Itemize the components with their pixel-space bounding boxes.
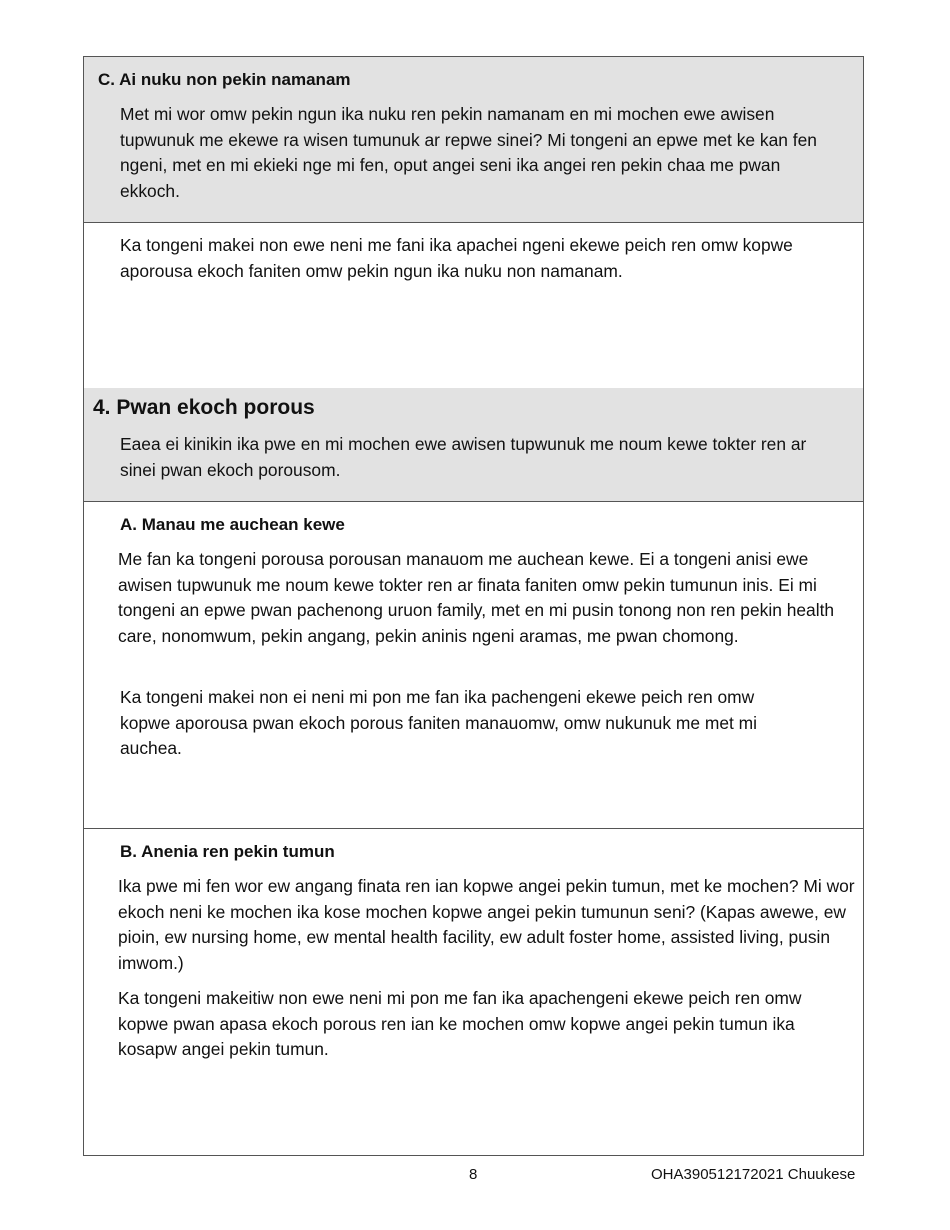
section-c-heading: C. Ai nuku non pekin namanam: [98, 70, 351, 89]
section-4a-heading: A. Manau me auchean kewe: [120, 515, 345, 534]
section-4b-paragraph: Ika pwe mi fen wor ew angang finata ren ian kopwe angei pekin tumun, met ke mochen? Mi wor ekoch neni ke mochen ika kose mochen kopwe angei pekin tumunun seni? (Kapas awewe, ew pioin, ew nursing home, ew mental health facility, ew adult foster home, assisted living, pusin imwom.): [118, 876, 855, 973]
page-number: 8: [469, 1166, 478, 1183]
section-4a-paragraph: Me fan ka tongeni porousa porousan manauom me auchean kewe. Ei a tongeni anisi ewe awisen tupwunuk me noum kewe tokter ren ar finata faniten omw pekin tumunun inis. Ei mi tongeni an epwe pwan pachenong uruon family, met en mi pusin tonong non ren pekin health care, nonomwum, pekin angang, pekin aninis ngeni aramas, me pwan chomong.: [118, 549, 835, 646]
section-c-prompt: Ka tongeni makei non ewe neni me fani ika apachei ngeni ekewe peich ren omw kopwe aporousa ekoch faniten omw pekin ngun ika nuku non namanam.: [120, 235, 793, 281]
document-code: OHA390512172021 Chuukese: [651, 1166, 856, 1183]
section-4b-box[interactable]: [83, 828, 864, 1156]
section-c-header-box: [83, 56, 864, 223]
section-4-paragraph: Eaea ei kinikin ika pwe en mi mochen ewe awisen tupwunuk me noum kewe tokter ren ar sinei pwan ekoch porousom.: [120, 434, 807, 480]
section-c-paragraph: Met mi wor omw pekin ngun ika nuku ren pekin namanam en mi mochen ewe awisen tupwunuk me ekewe ra wisen tumunuk ar repwe sinei? Mi tongeni an epwe met ke kan fen ngeni, met en mi ekieki nge mi fen, oput angei seni ika angei ren pekin chaa me pwan ekkoch.: [120, 104, 817, 201]
section-c-writing-area[interactable]: [83, 222, 864, 389]
section-4-heading: 4. Pwan ekoch porous: [93, 396, 315, 419]
section-4a-prompt: Ka tongeni makei non ei neni mi pon me fan ika pachengeni ekewe peich ren omw kopwe aporousa pwan ekoch porous faniten manauomw, omw nukunuk me met mi auchea.: [120, 687, 758, 759]
section-4b-heading: B. Anenia ren pekin tumun: [120, 842, 335, 861]
section-4b-prompt: Ka tongeni makeitiw non ewe neni mi pon me fan ika apachengeni ekewe peich ren omw kopwe pwan apasa ekoch porous ren ian ke mochen omw kopwe angei pekin tumun ika kosapw angei pekin tumun.: [118, 988, 802, 1060]
section-4-header-box: [83, 388, 864, 502]
section-4a-box[interactable]: [83, 501, 864, 829]
